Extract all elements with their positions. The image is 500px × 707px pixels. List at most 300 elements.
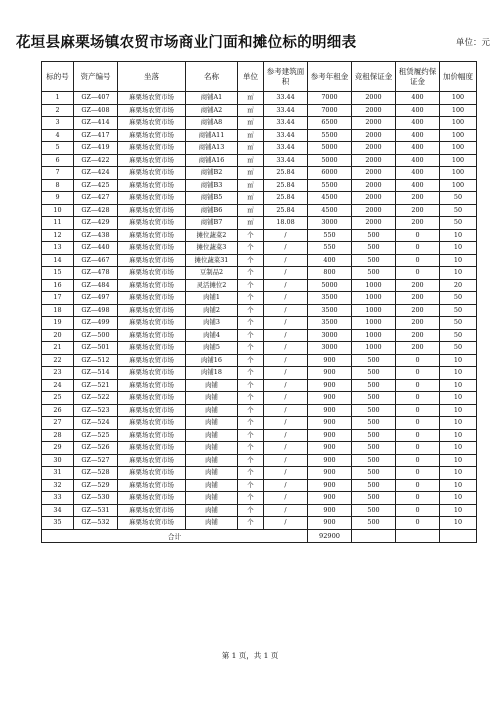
table-cell: 200 xyxy=(396,317,440,330)
table-cell: GZ—417 xyxy=(74,129,118,142)
table-cell: ㎡ xyxy=(238,179,264,192)
table-cell: 10 xyxy=(440,417,477,430)
table-cell: 5000 xyxy=(308,142,352,155)
table-cell: 16 xyxy=(42,279,74,292)
table-cell: 400 xyxy=(396,167,440,180)
table-cell: 0 xyxy=(396,417,440,430)
table-cell: 200 xyxy=(396,192,440,205)
table-cell: 7000 xyxy=(308,104,352,117)
table-row xyxy=(42,167,477,180)
table-cell: GZ—529 xyxy=(74,479,118,492)
table-cell: 肉铺 xyxy=(186,429,238,442)
table-cell: 25 xyxy=(42,392,74,405)
table-row xyxy=(42,254,477,267)
table-cell: 20 xyxy=(42,329,74,342)
table-cell: GZ—422 xyxy=(74,154,118,167)
table-cell: 10 xyxy=(440,479,477,492)
table-cell: 豆制品2 xyxy=(186,267,238,280)
column-header: 加价幅度 xyxy=(440,62,477,92)
table-cell: 麻栗场农贸市场 xyxy=(118,417,186,430)
table-header xyxy=(42,62,477,92)
table-cell: ㎡ xyxy=(238,167,264,180)
table-cell: 900 xyxy=(308,442,352,455)
table-cell: / xyxy=(264,267,308,280)
table-cell: GZ—414 xyxy=(74,117,118,130)
table-cell: 26 xyxy=(42,404,74,417)
table-cell: 100 xyxy=(440,117,477,130)
table-cell: 10 xyxy=(440,367,477,380)
table-cell: GZ—425 xyxy=(74,179,118,192)
table-cell: 麻栗场农贸市场 xyxy=(118,217,186,230)
table-cell: GZ—522 xyxy=(74,392,118,405)
table-cell: 10 xyxy=(440,379,477,392)
table-cell: 个 xyxy=(238,517,264,530)
table-cell: 个 xyxy=(238,379,264,392)
table-cell: 33.44 xyxy=(264,92,308,105)
table-cell: 麻栗场农贸市场 xyxy=(118,229,186,242)
table-cell: 个 xyxy=(238,267,264,280)
table-cell: 个 xyxy=(238,279,264,292)
table-cell: 麻栗场农贸市场 xyxy=(118,117,186,130)
table-cell: 麻栗场农贸市场 xyxy=(118,392,186,405)
table-cell: 50 xyxy=(440,292,477,305)
table-cell: 200 xyxy=(396,279,440,292)
table-cell: 0 xyxy=(396,392,440,405)
table-cell: 0 xyxy=(396,467,440,480)
table-cell: 2000 xyxy=(352,167,396,180)
table-cell: 肉铺 xyxy=(186,442,238,455)
table-cell: GZ—526 xyxy=(74,442,118,455)
table-cell: 5500 xyxy=(308,179,352,192)
table-cell: 23 xyxy=(42,367,74,380)
table-cell: 25.84 xyxy=(264,192,308,205)
table-cell: 1000 xyxy=(352,317,396,330)
table-cell: 摊位蔬菜31 xyxy=(186,254,238,267)
table-row xyxy=(42,517,477,530)
table-cell: 摊位蔬菜2 xyxy=(186,229,238,242)
table-row xyxy=(42,417,477,430)
table-cell: 1000 xyxy=(352,279,396,292)
table-cell: 个 xyxy=(238,292,264,305)
table-cell: / xyxy=(264,429,308,442)
table-cell: GZ—501 xyxy=(74,342,118,355)
table-cell: 33.44 xyxy=(264,117,308,130)
table-cell: ㎡ xyxy=(238,204,264,217)
table-cell: 12 xyxy=(42,229,74,242)
table-cell: 麻栗场农贸市场 xyxy=(118,154,186,167)
table-cell: 10 xyxy=(440,504,477,517)
table-cell: 肉铺 xyxy=(186,392,238,405)
table-cell: 0 xyxy=(396,267,440,280)
table-cell: / xyxy=(264,342,308,355)
table-cell: 0 xyxy=(396,242,440,255)
table-cell: 麻栗场农贸市场 xyxy=(118,254,186,267)
table-row xyxy=(42,267,477,280)
table-cell: 13 xyxy=(42,242,74,255)
table-cell: 麻栗场农贸市场 xyxy=(118,354,186,367)
table-cell: / xyxy=(264,492,308,505)
table-cell: 18 xyxy=(42,304,74,317)
table-row xyxy=(42,479,477,492)
table-cell: 32 xyxy=(42,479,74,492)
table-cell: 200 xyxy=(396,304,440,317)
table-cell: / xyxy=(264,354,308,367)
table-cell: 个 xyxy=(238,254,264,267)
table-cell: 麻栗场农贸市场 xyxy=(118,192,186,205)
table-cell: 麻栗场农贸市场 xyxy=(118,467,186,480)
table-cell: 500 xyxy=(352,442,396,455)
table-cell: 500 xyxy=(352,517,396,530)
table-cell: 400 xyxy=(396,92,440,105)
table-cell: GZ—500 xyxy=(74,329,118,342)
table-cell: 3000 xyxy=(308,342,352,355)
table-cell: 麻栗场农贸市场 xyxy=(118,317,186,330)
table-cell: / xyxy=(264,242,308,255)
table-cell: 肉铺2 xyxy=(186,304,238,317)
table-row xyxy=(42,429,477,442)
table-row xyxy=(42,229,477,242)
table-cell: 19 xyxy=(42,317,74,330)
table-cell: 900 xyxy=(308,379,352,392)
table-row xyxy=(42,329,477,342)
table-cell: 商铺A13 xyxy=(186,142,238,155)
table-cell: 900 xyxy=(308,467,352,480)
table-cell: / xyxy=(264,517,308,530)
table-cell: 7 xyxy=(42,167,74,180)
table-cell: 个 xyxy=(238,242,264,255)
total-empty-cell xyxy=(352,529,396,542)
table-cell: 2000 xyxy=(352,192,396,205)
table-cell: 29 xyxy=(42,442,74,455)
table-cell: 50 xyxy=(440,317,477,330)
table-cell: 麻栗场农贸市场 xyxy=(118,479,186,492)
table-cell: 35 xyxy=(42,517,74,530)
table-cell: / xyxy=(264,292,308,305)
table-cell: 麻栗场农贸市场 xyxy=(118,379,186,392)
table-cell: 6000 xyxy=(308,167,352,180)
total-empty-cell xyxy=(396,529,440,542)
table-cell: 麻栗场农贸市场 xyxy=(118,142,186,155)
table-cell: 500 xyxy=(352,254,396,267)
column-header: 坐落 xyxy=(118,62,186,92)
table-cell: 商铺B7 xyxy=(186,217,238,230)
table-cell: / xyxy=(264,392,308,405)
table-cell: 500 xyxy=(352,454,396,467)
table-cell: 麻栗场农贸市场 xyxy=(118,279,186,292)
table-cell: GZ—499 xyxy=(74,317,118,330)
table-cell: 25.84 xyxy=(264,204,308,217)
table-cell: / xyxy=(264,367,308,380)
table-cell: 500 xyxy=(352,417,396,430)
table-cell: 800 xyxy=(308,267,352,280)
table-cell: 900 xyxy=(308,417,352,430)
table-cell: 50 xyxy=(440,192,477,205)
page-title: 花垣县麻栗场镇农贸市场商业门面和摊位标的明细表 xyxy=(16,35,357,51)
table-cell: 100 xyxy=(440,167,477,180)
column-header: 租赁履约保证金 xyxy=(396,62,440,92)
table-cell: 个 xyxy=(238,417,264,430)
table-cell: 10 xyxy=(440,492,477,505)
column-header: 标的号 xyxy=(42,62,74,92)
table-cell: 0 xyxy=(396,354,440,367)
table-cell: 商铺B2 xyxy=(186,167,238,180)
table-cell: 麻栗场农贸市场 xyxy=(118,492,186,505)
table-cell: 麻栗场农贸市场 xyxy=(118,179,186,192)
table-cell: 31 xyxy=(42,467,74,480)
table-cell: 400 xyxy=(396,129,440,142)
table-cell: 麻栗场农贸市场 xyxy=(118,304,186,317)
table-cell: / xyxy=(264,417,308,430)
table-cell: / xyxy=(264,404,308,417)
total-label: 合计 xyxy=(42,529,308,542)
table-cell: 900 xyxy=(308,479,352,492)
table-cell: 肉铺5 xyxy=(186,342,238,355)
table-cell: 3500 xyxy=(308,304,352,317)
table-cell: / xyxy=(264,467,308,480)
table-cell: 2000 xyxy=(352,217,396,230)
table-cell: GZ—429 xyxy=(74,217,118,230)
table-cell: 10 xyxy=(440,267,477,280)
table-cell: GZ—467 xyxy=(74,254,118,267)
table-cell: 7000 xyxy=(308,92,352,105)
table-cell: 个 xyxy=(238,429,264,442)
table-cell: 4 xyxy=(42,129,74,142)
table-row xyxy=(42,367,477,380)
table-cell: 个 xyxy=(238,229,264,242)
table-cell: 500 xyxy=(352,229,396,242)
table-cell: GZ—498 xyxy=(74,304,118,317)
table-cell: 500 xyxy=(352,392,396,405)
table-cell: / xyxy=(264,279,308,292)
table-row xyxy=(42,279,477,292)
table-cell: 34 xyxy=(42,504,74,517)
table-cell: 肉铺 xyxy=(186,379,238,392)
table-cell: 肉铺 xyxy=(186,479,238,492)
table-cell: 400 xyxy=(396,179,440,192)
table-cell: 个 xyxy=(238,329,264,342)
table-cell: / xyxy=(264,504,308,517)
table-cell: 14 xyxy=(42,254,74,267)
table-cell: 900 xyxy=(308,517,352,530)
table-cell: GZ—530 xyxy=(74,492,118,505)
table-cell: 1 xyxy=(42,92,74,105)
table-row xyxy=(42,92,477,105)
table-cell: 33.44 xyxy=(264,104,308,117)
table-cell: GZ—419 xyxy=(74,142,118,155)
table-cell: 21 xyxy=(42,342,74,355)
table-cell: 个 xyxy=(238,492,264,505)
table-cell: 400 xyxy=(396,154,440,167)
table-cell: 4500 xyxy=(308,192,352,205)
table-cell: 27 xyxy=(42,417,74,430)
table-cell: 400 xyxy=(308,254,352,267)
table-cell: 1000 xyxy=(352,304,396,317)
table-cell: / xyxy=(264,329,308,342)
table-cell: 商铺A16 xyxy=(186,154,238,167)
table-row xyxy=(42,442,477,455)
table-row xyxy=(42,217,477,230)
column-header: 参考年租金 xyxy=(308,62,352,92)
table-cell: 500 xyxy=(352,467,396,480)
table-cell: 10 xyxy=(440,354,477,367)
table-cell: 200 xyxy=(396,217,440,230)
table-cell: 麻栗场农贸市场 xyxy=(118,267,186,280)
table-cell: 个 xyxy=(238,392,264,405)
table-cell: 麻栗场农贸市场 xyxy=(118,442,186,455)
table-cell: GZ—514 xyxy=(74,367,118,380)
table-cell: 100 xyxy=(440,129,477,142)
table-cell: 商铺B3 xyxy=(186,179,238,192)
table-cell: 550 xyxy=(308,229,352,242)
table-row xyxy=(42,117,477,130)
header-row xyxy=(42,62,477,92)
asset-table xyxy=(41,61,477,543)
table-cell: 麻栗场农贸市场 xyxy=(118,329,186,342)
table-cell: 0 xyxy=(396,442,440,455)
table-cell: 麻栗场农贸市场 xyxy=(118,292,186,305)
table-cell: 400 xyxy=(396,142,440,155)
table-cell: 2000 xyxy=(352,104,396,117)
table-cell: 10 xyxy=(440,404,477,417)
table-cell: 9 xyxy=(42,192,74,205)
table-body xyxy=(42,92,477,530)
table-cell: 18.08 xyxy=(264,217,308,230)
table-cell: 100 xyxy=(440,142,477,155)
table-cell: GZ—484 xyxy=(74,279,118,292)
table-cell: 肉铺 xyxy=(186,517,238,530)
table-cell: GZ—531 xyxy=(74,504,118,517)
table-cell: 900 xyxy=(308,404,352,417)
table-cell: GZ—438 xyxy=(74,229,118,242)
table-cell: 10 xyxy=(440,454,477,467)
table-cell: 50 xyxy=(440,204,477,217)
table-cell: 100 xyxy=(440,92,477,105)
table-cell: 100 xyxy=(440,154,477,167)
table-cell: 10 xyxy=(440,467,477,480)
table-cell: 肉铺 xyxy=(186,454,238,467)
table-cell: 肉铺 xyxy=(186,467,238,480)
table-cell: 3000 xyxy=(308,329,352,342)
table-cell: ㎡ xyxy=(238,154,264,167)
table-cell: 麻栗场农贸市场 xyxy=(118,129,186,142)
table-cell: 15 xyxy=(42,267,74,280)
table-row xyxy=(42,504,477,517)
table-cell: 0 xyxy=(396,504,440,517)
table-cell: GZ—521 xyxy=(74,379,118,392)
table-cell: 400 xyxy=(396,117,440,130)
table-cell: / xyxy=(264,254,308,267)
table-cell: 3000 xyxy=(308,217,352,230)
column-header: 单位 xyxy=(238,62,264,92)
table-row xyxy=(42,192,477,205)
table-cell: 500 xyxy=(352,367,396,380)
table-cell: 5000 xyxy=(308,154,352,167)
table-cell: 25.84 xyxy=(264,167,308,180)
table-cell: 20 xyxy=(440,279,477,292)
total-empty-cell xyxy=(440,529,477,542)
table-cell: 肉铺 xyxy=(186,492,238,505)
table-cell: 0 xyxy=(396,229,440,242)
table-row xyxy=(42,104,477,117)
table-cell: 10 xyxy=(440,392,477,405)
table-cell: GZ—525 xyxy=(74,429,118,442)
table-row xyxy=(42,379,477,392)
table-cell: 2000 xyxy=(352,204,396,217)
table-cell: / xyxy=(264,229,308,242)
column-header: 参考建筑面积 xyxy=(264,62,308,92)
table-cell: 个 xyxy=(238,304,264,317)
unit-label: 单位：元 xyxy=(455,38,490,48)
table-row xyxy=(42,492,477,505)
table-cell: GZ—408 xyxy=(74,104,118,117)
table-row xyxy=(42,204,477,217)
table-cell: ㎡ xyxy=(238,92,264,105)
table-row xyxy=(42,142,477,155)
table-cell: 商铺A1 xyxy=(186,92,238,105)
table-cell: 个 xyxy=(238,404,264,417)
table-cell: 33.44 xyxy=(264,142,308,155)
table-cell: 0 xyxy=(396,367,440,380)
column-header: 资产编号 xyxy=(74,62,118,92)
table-cell: 10 xyxy=(440,517,477,530)
table-cell: 2000 xyxy=(352,92,396,105)
table-cell: 1000 xyxy=(352,292,396,305)
table-cell: 50 xyxy=(440,342,477,355)
table-cell: 个 xyxy=(238,342,264,355)
table-cell: GZ—478 xyxy=(74,267,118,280)
table-cell: 8 xyxy=(42,179,74,192)
table-row xyxy=(42,404,477,417)
table-cell: 33.44 xyxy=(264,129,308,142)
table-cell: 22 xyxy=(42,354,74,367)
table-cell: 肉铺16 xyxy=(186,354,238,367)
table-cell: 麻栗场农贸市场 xyxy=(118,404,186,417)
table-cell: 200 xyxy=(396,204,440,217)
table-cell: 0 xyxy=(396,404,440,417)
table-cell: GZ—524 xyxy=(74,417,118,430)
table-row xyxy=(42,317,477,330)
table-cell: 5000 xyxy=(308,279,352,292)
table-cell: 500 xyxy=(352,242,396,255)
table-row xyxy=(42,304,477,317)
table-cell: ㎡ xyxy=(238,117,264,130)
table-cell: 10 xyxy=(440,254,477,267)
table-cell: 28 xyxy=(42,429,74,442)
table-cell: 麻栗场农贸市场 xyxy=(118,504,186,517)
table-cell: 500 xyxy=(352,429,396,442)
table-cell: 30 xyxy=(42,454,74,467)
table-cell: 500 xyxy=(352,354,396,367)
table-cell: 50 xyxy=(440,304,477,317)
table-cell: 50 xyxy=(440,329,477,342)
table-cell: 500 xyxy=(352,504,396,517)
table-cell: 500 xyxy=(352,379,396,392)
table-cell: GZ—528 xyxy=(74,467,118,480)
table-cell: 商铺A2 xyxy=(186,104,238,117)
table-cell: 麻栗场农贸市场 xyxy=(118,92,186,105)
column-header: 名称 xyxy=(186,62,238,92)
table-cell: 肉铺 xyxy=(186,417,238,430)
table-cell: 24 xyxy=(42,379,74,392)
table-cell: 商铺B6 xyxy=(186,204,238,217)
table-cell: 500 xyxy=(352,479,396,492)
table-row xyxy=(42,179,477,192)
page-header xyxy=(10,28,490,54)
table-cell: 2000 xyxy=(352,117,396,130)
table-cell: 6500 xyxy=(308,117,352,130)
table-cell: 个 xyxy=(238,454,264,467)
table-row xyxy=(42,392,477,405)
